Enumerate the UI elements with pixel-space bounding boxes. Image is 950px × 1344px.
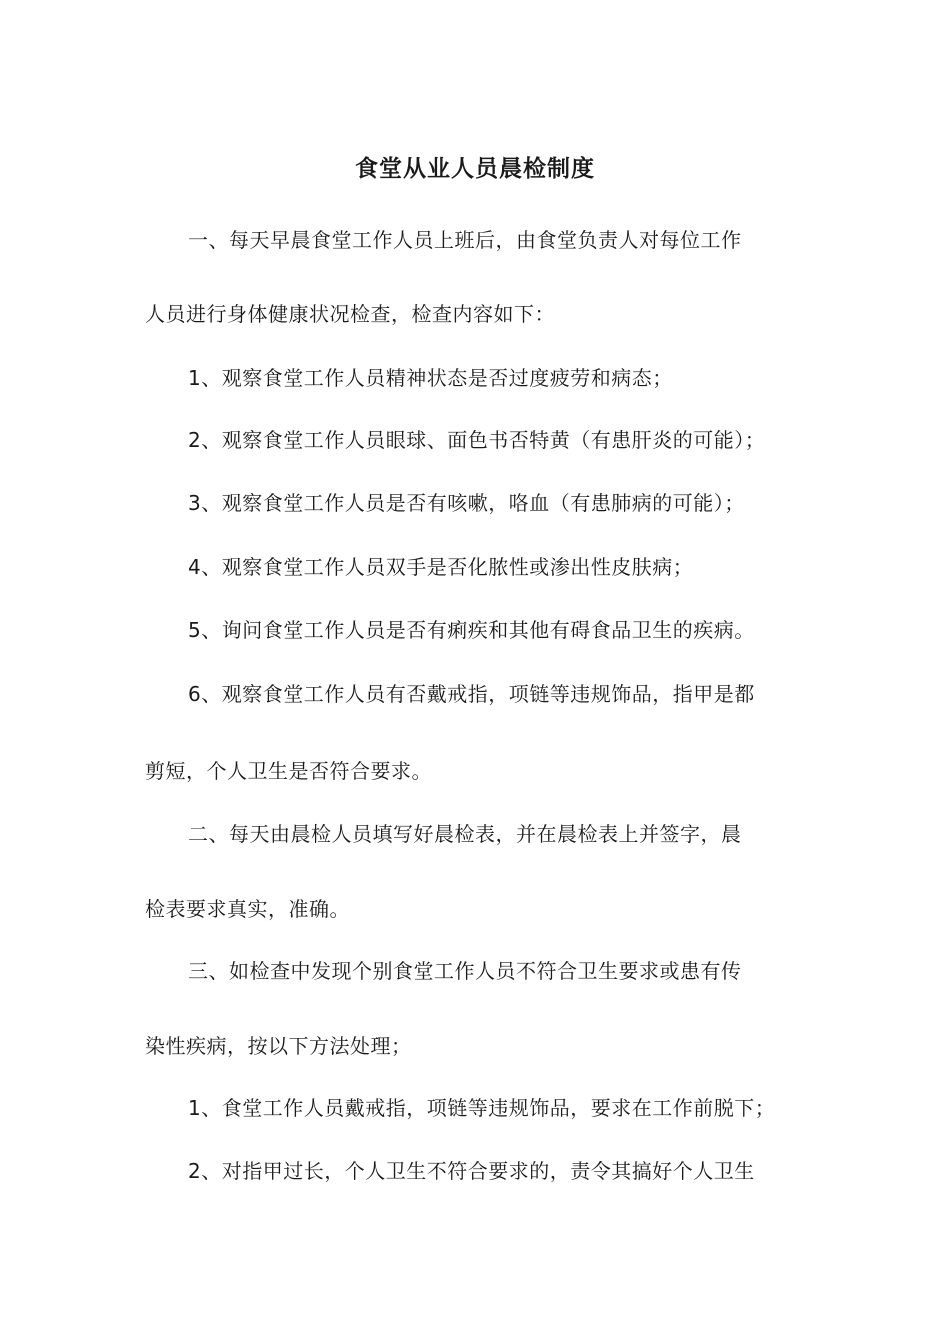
check-item-6-line-1: 6、观察食堂工作人员有否戴戒指，项链等违规饰品，指甲是都 [188, 682, 755, 706]
check-item-4: 4、观察食堂工作人员双手是否化脓性或渗出性皮肤病； [188, 555, 694, 579]
check-item-6-line-2: 剪短，个人卫生是否符合要求。 [145, 759, 432, 783]
document-title: 食堂从业人员晨检制度 [355, 156, 595, 182]
check-item-5: 5、询问食堂工作人员是否有痢疾和其他有碍食品卫生的疾病。 [188, 618, 755, 642]
paragraph-1-line-1: 一、每天早晨食堂工作人员上班后，由食堂负责人对每位工作 [188, 228, 742, 252]
paragraph-1-line-2: 人员进行身体健康状况检查，检查内容如下： [145, 302, 555, 326]
check-item-1: 1、观察食堂工作人员精神状态是否过度疲劳和病态； [188, 366, 673, 390]
check-item-3: 3、观察食堂工作人员是否有咳嗽，咯血（有患肺病的可能）； [188, 491, 745, 515]
handling-item-1: 1、食堂工作人员戴戒指，项链等违规饰品，要求在工作前脱下； [188, 1096, 776, 1120]
paragraph-3-line-2: 染性疾病，按以下方法处理； [145, 1034, 412, 1058]
paragraph-3-line-1: 三、如检查中发现个别食堂工作人员不符合卫生要求或患有传 [188, 959, 742, 983]
paragraph-2-line-2: 检表要求真实，准确。 [145, 897, 350, 921]
paragraph-2-line-1: 二、每天由晨检人员填写好晨检表，并在晨检表上并签字，晨 [188, 822, 742, 846]
check-item-2: 2、观察食堂工作人员眼球、面色书否特黄（有患肝炎的可能）； [188, 428, 766, 452]
handling-item-2: 2、对指甲过长，个人卫生不符合要求的，责令其搞好个人卫生 [188, 1159, 755, 1183]
